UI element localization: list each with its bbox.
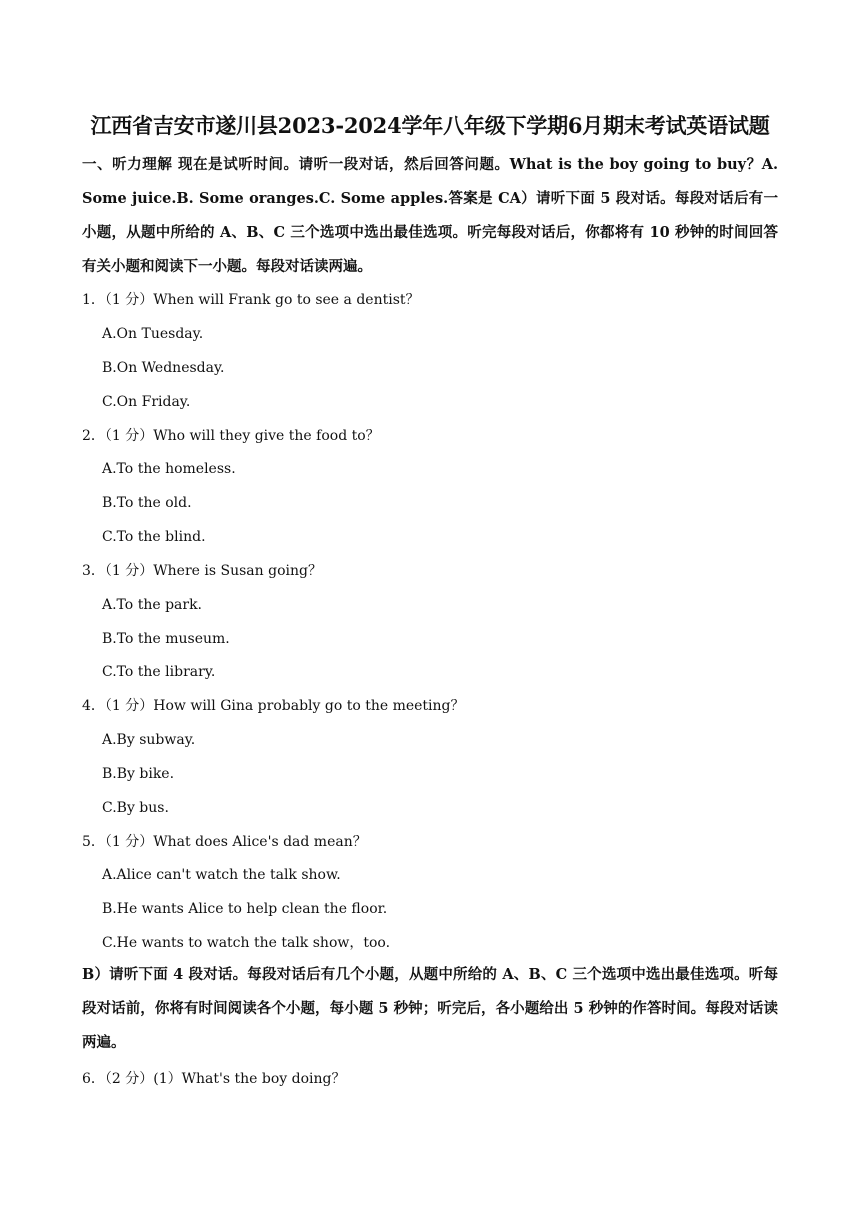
question-3-stem: 3．（1 分）Where is Susan going？ (82, 563, 322, 579)
question-1-option-b: B.On Wednesday. (102, 360, 225, 376)
question-4-stem: 4．（1 分）How will Gina probably go to the meeting？ (82, 698, 465, 714)
question-1-stem: 1．（1 分）When will Frank go to see a dentist？ (82, 292, 420, 308)
section-a-instructions: 一、听力理解 现在是试听时间。请听一段对话，然后回答问题。What is the boy going to buy？A. Some juice.B. Some oranges.C. Some apples.答案是 CA）请听下面 5 段对话。每段对话后有一小题，从题中所给的 A、B、C 三个选项中选出最佳选项。听完每段对话后，你都将有 10 秒钟的时间回答有关小题和阅读下一小题。每段对话读两遍。 (82, 156, 778, 275)
question-3-option-b: B.To the museum. (102, 631, 230, 647)
question-3-option-a: A.To the park. (102, 597, 203, 613)
question-3-option-c: C.To the library. (102, 664, 216, 680)
question-5-option-a: A.Alice can't watch the talk show. (102, 867, 341, 883)
section-b-instructions: B）请听下面 4 段对话。每段对话后有几个小题，从题中所给的 A、B、C 三个选项中选出最佳选项。听每段对话前，你将有时间阅读各个小题，每小题 5 秒钟；听完后，各小题给出 5 秒钟的作答时间。每段对话读两遍。 (82, 966, 778, 1051)
question-2-option-c: C.To the blind. (102, 529, 206, 545)
question-1-option-a: A.On Tuesday. (102, 326, 204, 342)
page-title: 江西省吉安市遂川县2023-2024学年八年级下学期6月期末考试英语试题 (90, 113, 770, 138)
question-6-stem: 6．（2 分）(1）What's the boy doing？ (82, 1071, 346, 1087)
question-2-stem: 2．（1 分）Who will they give the food to？ (82, 428, 380, 444)
question-4-option-c: C.By bus. (102, 800, 169, 816)
question-2-option-a: A.To the homeless. (102, 461, 236, 477)
question-5-stem: 5．（1 分）What does Alice's dad mean？ (82, 834, 367, 850)
question-4-option-a: A.By subway. (102, 732, 196, 748)
question-4-option-b: B.By bike. (102, 766, 175, 782)
question-5-option-b: B.He wants Alice to help clean the floor. (102, 901, 388, 917)
question-2-option-b: B.To the old. (102, 495, 192, 511)
question-1-option-c: C.On Friday. (102, 394, 191, 410)
question-5-option-c: C.He wants to watch the talk show，too. (102, 935, 391, 951)
